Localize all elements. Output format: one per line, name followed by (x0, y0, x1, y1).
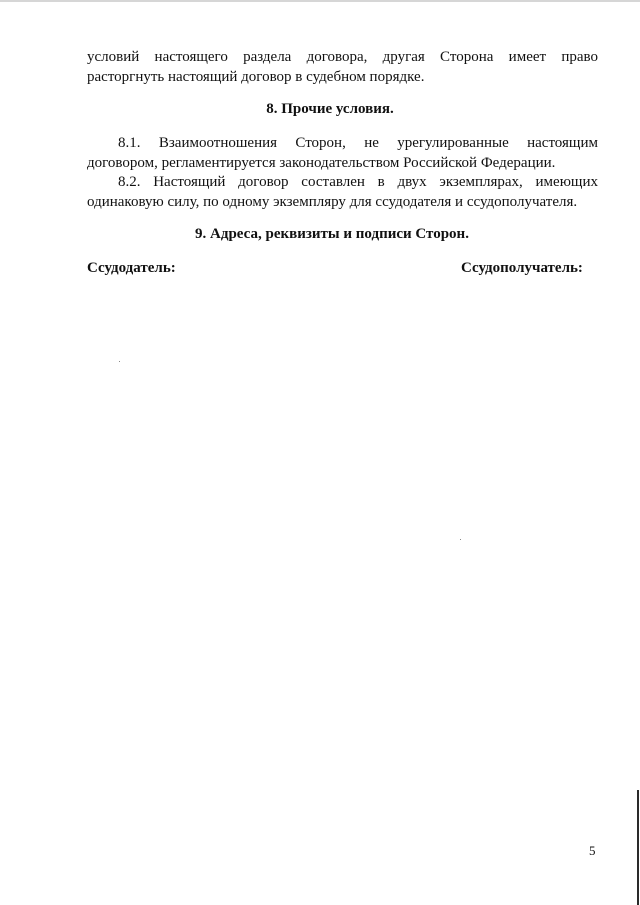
paragraph-continuation: условий настоящего раздела договора, другая Сторона имеет право расторгнуть настоящий договор в судебном порядке. (87, 49, 598, 85)
party-lender-label: Ссудодатель: (87, 260, 176, 276)
scan-edge-mark (637, 790, 639, 905)
clause-8-1: 8.1. Взаимоотношения Сторон, не урегулированные настоящим договором, регламентируется законодательством Российской Федерации. (87, 135, 598, 171)
party-borrower-label: Ссудополучатель: (461, 260, 583, 276)
scan-speck (460, 539, 461, 540)
section-9-heading: 9. Адреса, реквизиты и подписи Сторон. (195, 226, 469, 242)
clause-8-2: 8.2. Настоящий договор составлен в двух экземплярах, имеющих одинаковую силу, по одному экземпляру для ссудодателя и ссудополучателя. (87, 174, 598, 210)
scan-speck (119, 361, 120, 362)
page-top-edge (0, 0, 640, 2)
page-number: 5 (589, 843, 596, 858)
section-8-heading: 8. Прочие условия. (266, 101, 394, 117)
